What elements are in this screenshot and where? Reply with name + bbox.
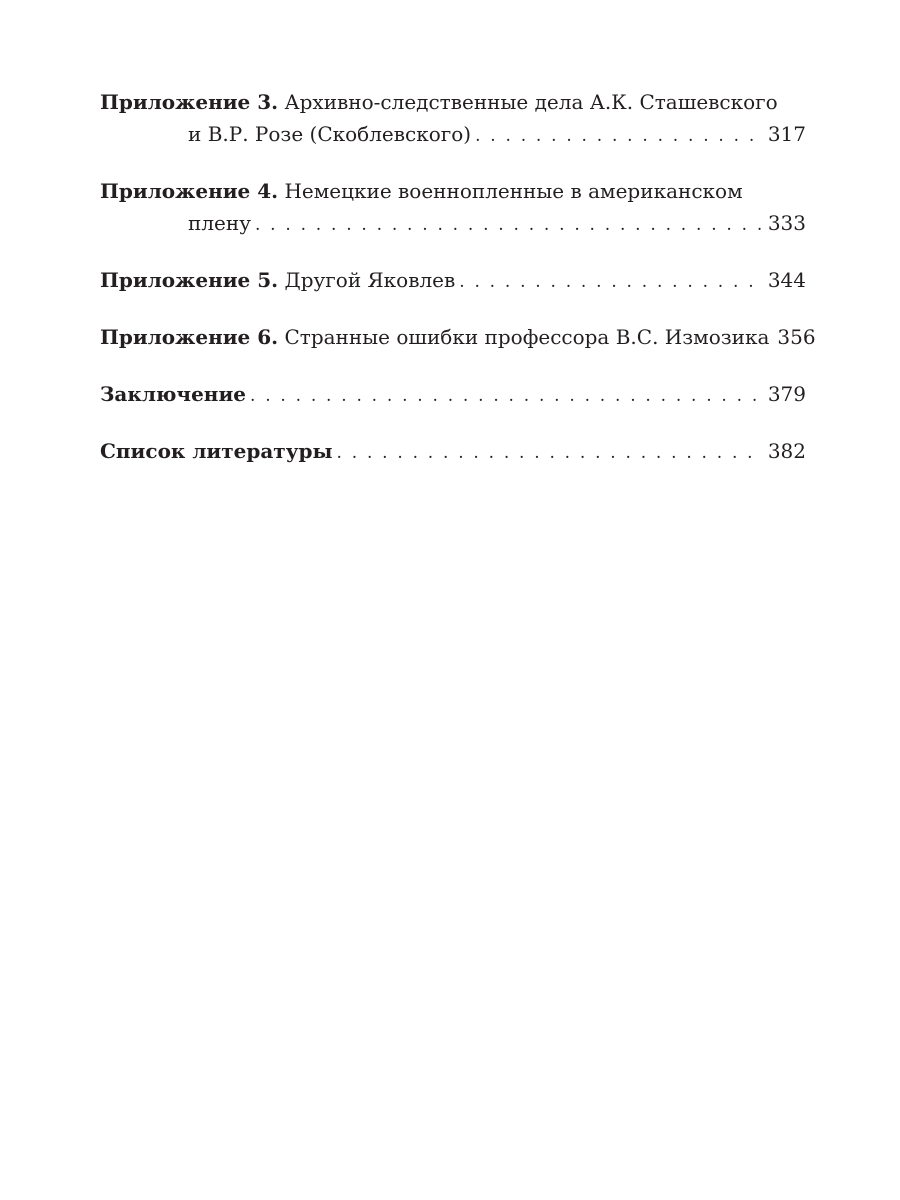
toc-entry-title: Странные ошибки профессора В.С. Измозика bbox=[278, 325, 770, 349]
toc-entry-line bbox=[100, 207, 806, 241]
table-of-contents bbox=[100, 86, 816, 492]
dot-leader bbox=[250, 380, 764, 412]
toc-entry-conclusion[interactable] bbox=[100, 378, 806, 412]
toc-entry-label: Приложение 4. bbox=[100, 179, 279, 203]
dot-leader bbox=[475, 120, 764, 152]
toc-entry-bibliography[interactable] bbox=[100, 435, 806, 469]
toc-entry-appendix-3[interactable] bbox=[100, 86, 806, 152]
toc-page-number: 382 bbox=[767, 439, 806, 463]
toc-entry-title-continued: и В.Р. Розе (Скоблевского) bbox=[188, 122, 472, 146]
toc-entry-appendix-5[interactable] bbox=[100, 264, 806, 298]
toc-entry-line bbox=[100, 86, 806, 118]
toc-entry-line bbox=[100, 118, 806, 152]
toc-page-number: 344 bbox=[767, 268, 806, 292]
toc-entry-line bbox=[100, 378, 806, 412]
dot-leader bbox=[337, 437, 764, 469]
toc-entry-title: Немецкие военнопленные в американском bbox=[278, 179, 743, 203]
toc-page-number: 356 bbox=[777, 325, 816, 349]
toc-entry-title: Архивно-следственные дела А.К. Сташевского bbox=[278, 90, 778, 114]
toc-entry-label: Приложение 5. bbox=[100, 268, 279, 292]
toc-entry-title: Другой Яковлев bbox=[278, 268, 456, 292]
toc-entry-line bbox=[100, 321, 816, 355]
toc-entry-label: Приложение 6. bbox=[100, 325, 279, 349]
toc-entry-line bbox=[100, 435, 806, 469]
toc-entry-line bbox=[100, 264, 806, 298]
toc-entry-label: Список литературы bbox=[100, 439, 333, 463]
toc-page-number: 333 bbox=[767, 211, 806, 235]
toc-entry-title-continued: плену bbox=[188, 211, 251, 235]
toc-page-number: 379 bbox=[767, 382, 806, 406]
toc-entry-label: Заключение bbox=[100, 382, 246, 406]
toc-entry-line bbox=[100, 175, 806, 207]
toc-entry-label: Приложение 3. bbox=[100, 90, 279, 114]
toc-entry-appendix-4[interactable] bbox=[100, 175, 806, 241]
toc-page-number: 317 bbox=[767, 122, 806, 146]
toc-entry-appendix-6[interactable] bbox=[100, 321, 816, 355]
dot-leader bbox=[459, 266, 764, 298]
dot-leader bbox=[255, 209, 764, 241]
